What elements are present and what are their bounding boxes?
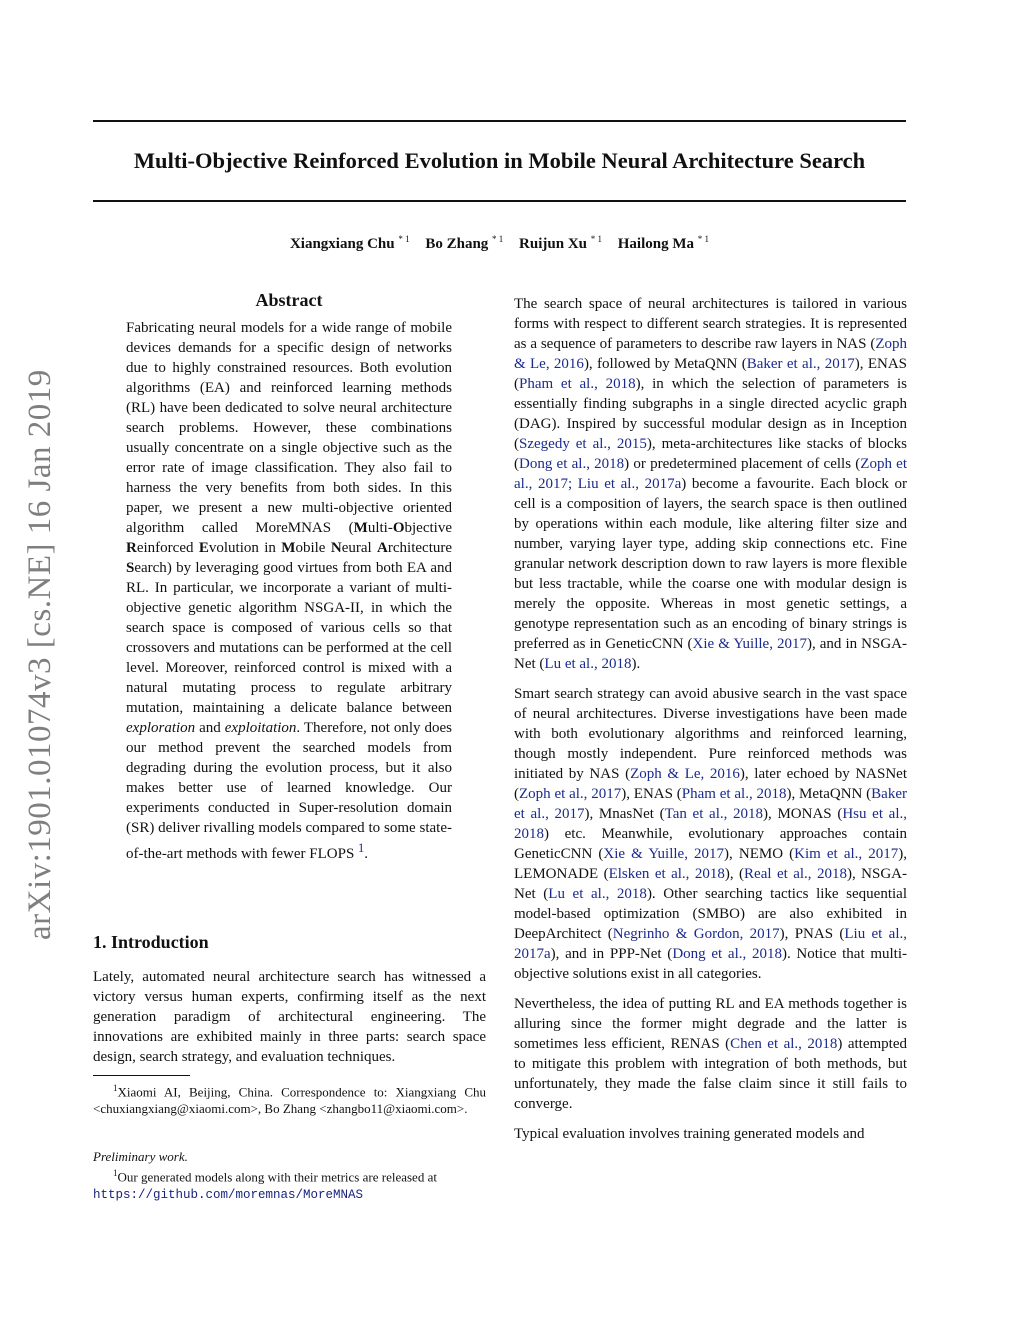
citation-link[interactable]: Elsken et al., 2018 <box>608 866 725 882</box>
citation-link[interactable]: Baker et al., 2017 <box>746 356 855 372</box>
paragraph-text: ), ENAS ( <box>621 786 682 802</box>
right-column <box>514 294 907 1154</box>
paragraph-text: ), MetaQNN ( <box>786 786 872 802</box>
abstract-text: Fabricating neural models for a wide range of mobile devices demands for a specific design of networks due to highly constrained resources. Both evolution algorithms (EA) and reinforced learning methods (RL) have been dedicated to solve neural architecture search problems. However, these combinations usually concentrate on a single objective such as the error rate of image classification. They also fail to harness the very benefits from both sides. In this paper, we present a new multi-objective oriented algorithm called MoreMNAS (Multi-Objective Reinforced Evolution in Mobile Neural Architecture Search) by leveraging good virtues from both EA and RL. In particular, we incorporate a variant of multi-objective genetic algorithm NSGA-II, in which the search space is composed of various cells so that crossovers and mutations can be performed at the cell level. Moreover, reinforced control is mixed with a natural mutating process to regulate arbitrary mutation, maintaining a delicate balance between exploration and exploitation. Therefore, not only does our method prevent the searched models from degrading during the evolution process, but it also makes better use of learned knowledge. Our experiments conducted in Super-resolution domain (SR) deliver rivalling models compared to some state-of-the-art methods with fewer FLOPS $^1$. <box>126 320 453 862</box>
intro-heading: 1. Introduction <box>93 932 209 952</box>
title-top-rule <box>93 120 906 122</box>
citation-link[interactable]: Zoph et al., 2017; Liu et al., 2017a <box>514 456 907 492</box>
paragraph-text: ), MONAS ( <box>763 806 843 822</box>
citation-link[interactable]: Liu et al., 2017a <box>514 926 907 962</box>
citation-link[interactable]: Dong et al., 2018 <box>672 946 782 962</box>
acronym-word-rest: ulti- <box>367 520 393 536</box>
paragraph-text: ), LEMONADE ( <box>514 846 907 882</box>
citation-link[interactable]: Xie & Yuille, 2017 <box>692 636 807 652</box>
author-list <box>93 234 906 253</box>
paragraph-text: ), NSGA-Net ( <box>514 866 907 902</box>
footnote-affiliation: $^1$Xiaomi AI, Beijing, China. Correspondence to: Xiangxiang Chu <chuxiangxiang@xiaomi.com>, Bo Zhang <zhangbo11@xiaomi.com>. <box>93 1083 486 1117</box>
body-paragraph <box>514 1124 907 1144</box>
paragraph-text: Smart search strategy can avoid abusive search in the vast space of neural architectures. Diverse investigations have been made with both evolutionary algorithms and reinforced learning, though mostly independent. Pure reinforced methods was initiated by NAS ( <box>514 686 907 782</box>
paragraph-text: ), later echoed by NASNet ( <box>514 766 907 802</box>
paragraph-text: ) or predetermined placement of cells ( <box>624 456 861 472</box>
paragraph-text: ), NEMO ( <box>724 846 795 862</box>
code-url-link[interactable]: https://github.com/moremnas/MoreMNAS <box>93 1188 364 1203</box>
acronym-letter: R <box>126 540 137 556</box>
citation-link[interactable]: Tan et al., 2018 <box>664 806 764 822</box>
acronym-letter: O <box>392 520 405 536</box>
footnote-ref[interactable]: 1 <box>358 841 365 855</box>
citation-link[interactable]: Lu et al., 2018 <box>544 656 632 672</box>
paragraph-text: ), meta-architectures like stacks of blocks ( <box>514 436 907 472</box>
paragraph-text: ), ( <box>724 866 745 882</box>
acronym-letter: S <box>126 560 135 576</box>
abstract-heading: Abstract <box>255 290 323 310</box>
acronym-word-rest: obile <box>295 540 331 556</box>
paragraph-text: The search space of neural architectures is tailored in various forms with respect to different search strategies. It is represented as a sequence of parameters to describe raw layers in NAS ( <box>514 296 907 352</box>
acronym-letter: M <box>281 540 296 556</box>
acronym-word-rest: einforced <box>136 540 199 556</box>
citation-link[interactable]: Pham et al., 2018 <box>519 376 636 392</box>
paragraph-text: ), ENAS ( <box>514 356 907 392</box>
citation-link[interactable]: Szegedy et al., 2015 <box>519 436 647 452</box>
paragraph-text: ), and in PPP-Net ( <box>550 946 673 962</box>
paragraph-text: Nevertheless, the idea of putting RL and EA methods together is alluring since the former might degrade and the latter is sometimes less efficient, RENAS ( <box>514 996 907 1052</box>
citation-link[interactable]: Real et al., 2018 <box>744 866 847 882</box>
acronym-letter: M <box>353 520 368 536</box>
paragraph-text: ). Notice that multi-objective solutions exist in all categories. <box>514 946 908 982</box>
citation-link[interactable]: Negrinho & Gordon, 2017 <box>612 926 780 942</box>
acronym-word-rest: rchitecture <box>387 540 453 556</box>
citation-link[interactable]: Zoph & Le, 2016 <box>630 766 740 782</box>
arxiv-stamp: arXiv:1901.01074v3 [cs.NE] 16 Jan 2019 <box>22 369 58 940</box>
footnote-code: $^1$Our generated models along with their metrics are released at https://github.com/moremnas/MoreMNAS <box>93 1168 437 1203</box>
paragraph-text: ). Other searching tactics like sequential model-based optimization (SMBO) are also exhibited in DeepArchitect ( <box>514 886 907 942</box>
citation-link[interactable]: Pham et al., 2018 <box>681 786 787 802</box>
acronym-word-rest: bjective <box>404 520 452 536</box>
paragraph-text: ) attempted to mitigate this problem with integration of both methods, but unfortunately, they made the false claim since it still fails to converge. <box>514 1036 907 1112</box>
paragraph-text: ), followed by MetaQNN ( <box>583 356 747 372</box>
author: Ruijun Xu $^{* 1}$ <box>519 234 602 252</box>
citation-link[interactable]: Hsu et al., 2018 <box>514 806 907 842</box>
title-bottom-rule <box>93 200 906 202</box>
acronym-letter: N <box>330 540 342 556</box>
citation-link[interactable]: Dong et al., 2018 <box>519 456 625 472</box>
acronym-letter: A <box>377 540 388 556</box>
paragraph-text: ), and in NSGA-Net ( <box>514 636 907 672</box>
citation-link[interactable]: Chen et al., 2018 <box>730 1036 838 1052</box>
body-paragraph <box>514 994 907 1114</box>
citation-link[interactable]: Zoph et al., 2017 <box>519 786 622 802</box>
author: Bo Zhang $^{* 1}$ <box>425 234 504 252</box>
citation-link[interactable]: Xie & Yuille, 2017 <box>603 846 725 862</box>
paragraph-text: ) etc. Meanwhile, evolutionary approaches contain GeneticCNN ( <box>514 826 907 862</box>
author: Hailong Ma $^{* 1}$ <box>617 234 710 252</box>
acronym-word-rest: eural <box>341 540 378 556</box>
body-paragraph <box>514 294 907 674</box>
author: Xiangxiang Chu $^{* 1}$ <box>289 234 410 252</box>
acronym-word-rest: volution in <box>208 540 282 556</box>
paragraph-text: ), MnasNet ( <box>584 806 665 822</box>
intro-text: Lately, automated neural architecture search has witnessed a victory versus human experts, confirming itself as the next generation paradigm of architectural engineering. The innovations are exhibited mainly in three parts: search space design, search strategy, and evaluation techniques. <box>93 969 486 1065</box>
paragraph-text: ), PNAS ( <box>779 926 845 942</box>
acronym-letter: E <box>198 540 209 556</box>
paper-title: Multi-Objective Reinforced Evolution in Mobile Neural Architecture Search <box>133 148 866 173</box>
citation-link[interactable]: Baker et al., 2017 <box>514 786 907 822</box>
footnote-preliminary: Preliminary work. <box>93 1149 188 1164</box>
citation-link[interactable]: Zoph & Le, 2016 <box>514 336 907 372</box>
paragraph-text: Typical evaluation involves training generated models and <box>514 1126 865 1142</box>
paragraph-text: ) become a favourite. Each block or cell is a composition of layers, the search space is then outlined by operations within each module, like altering filter size and number, varying layer type, adding skip connections etc. Fine granular network description down to raw layers is more flexible but less tractable, while the coarse one with modular design is merely the opposite. Whereas in most genetic settings, a genotype representation such as an encoding of binary strings is preferred as in GeneticCNN ( <box>514 476 907 652</box>
paragraph-text: ). <box>631 656 641 672</box>
footnote-rule <box>93 1075 190 1076</box>
acronym-word-rest: earch <box>134 560 167 576</box>
citation-link[interactable]: Kim et al., 2017 <box>794 846 899 862</box>
body-paragraph <box>514 684 907 984</box>
paragraph-text: ), in which the selection of parameters is essentially finding subgraphs in a single directed acyclic graph (DAG). Inspired by successful modular design as in Inception ( <box>514 376 907 452</box>
citation-link[interactable]: Lu et al., 2018 <box>548 886 647 902</box>
